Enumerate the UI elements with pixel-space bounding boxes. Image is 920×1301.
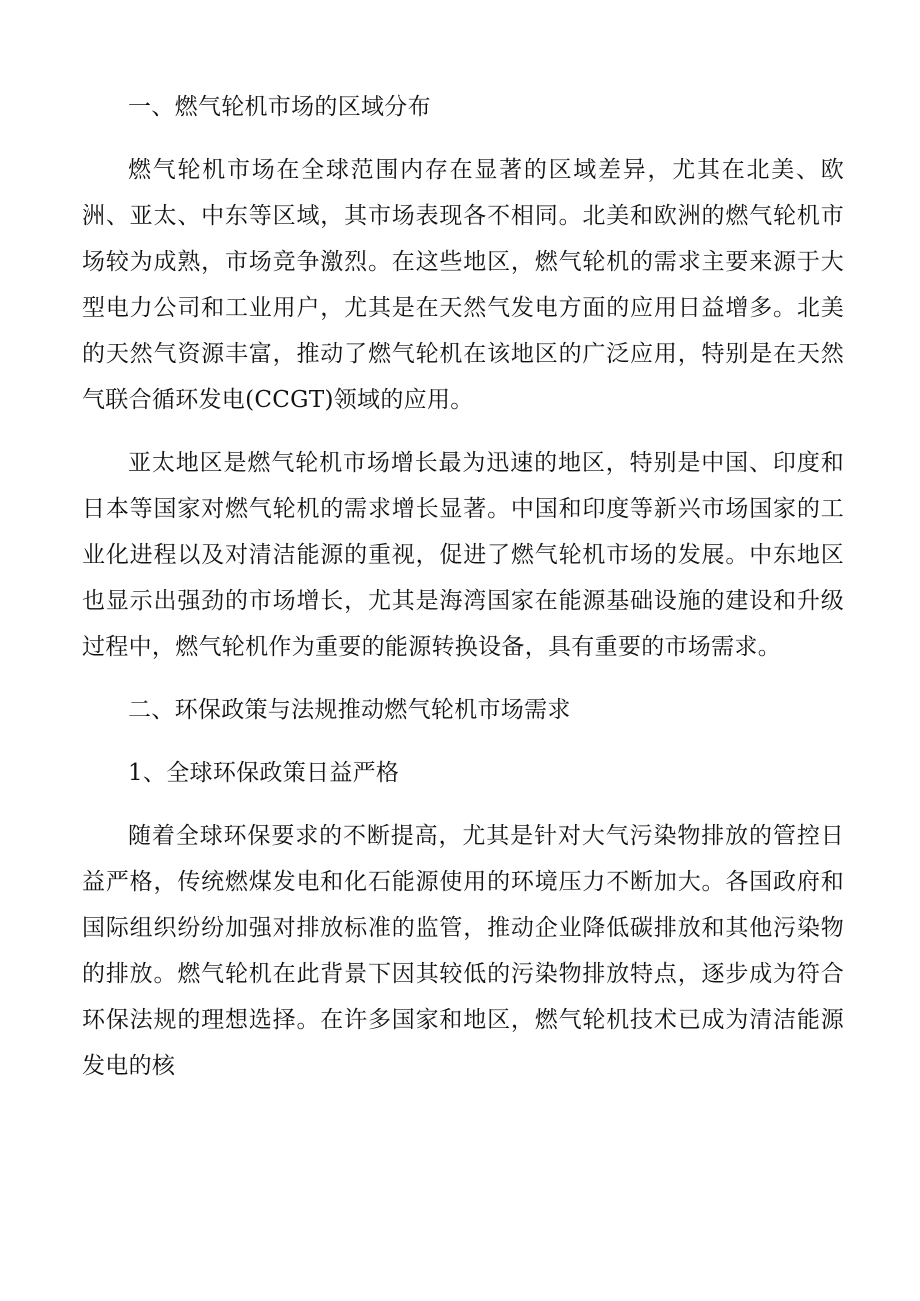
section-heading-regional-distribution: 一、燃气轮机市场的区域分布 — [128, 94, 431, 120]
section-heading-environmental-policy: 二、环保政策与法规推动燃气轮机市场需求 — [128, 697, 571, 723]
paragraph-asia-pacific-growth: 亚太地区是燃气轮机市场增长最为迅速的地区，特别是中国、印度和日本等国家对燃气轮机的需求增长显著。中国和印度等新兴市场国家的工业化进程以及对清洁能源的重视，促进了燃气轮机市场的发展。中东地区也显示出强劲的市场增长，尤其是海湾国家在能源基础设施的建设和升级过程中，燃气轮机作为重要的能源转换设备，具有重要的市场需求。 — [82, 450, 844, 660]
subsection-heading-global-policy: 1、全球环保政策日益严格 — [128, 760, 400, 786]
document-body — [82, 84, 844, 1106]
paragraph-environmental-requirements: 随着全球环保要求的不断提高，尤其是针对大气污染物排放的管控日益严格，传统燃煤发电和化石能源使用的环境压力不断加大。各国政府和国际组织纷纷加强对排放标准的监管，推动企业降低碳排放和其他污染物的排放。燃气轮机在此背景下因其较低的污染物排放特点，逐步成为符合环保法规的理想选择。在许多国家和地区，燃气轮机技术已成为清洁能源发电的核 — [82, 823, 844, 1079]
paragraph-global-regional-differences: 燃气轮机市场在全球范围内存在显著的区域差异，尤其在北美、欧洲、亚太、中东等区域，其市场表现各不相同。北美和欧洲的燃气轮机市场较为成熟，市场竞争激烈。在这些地区，燃气轮机的需求主要来源于大型电力公司和工业用户，尤其是在天然气发电方面的应用日益增多。北美的天然气资源丰富，推动了燃气轮机在该地区的广泛应用，特别是在天然气联合循环发电(CCGT)领域的应用。 — [82, 157, 844, 413]
